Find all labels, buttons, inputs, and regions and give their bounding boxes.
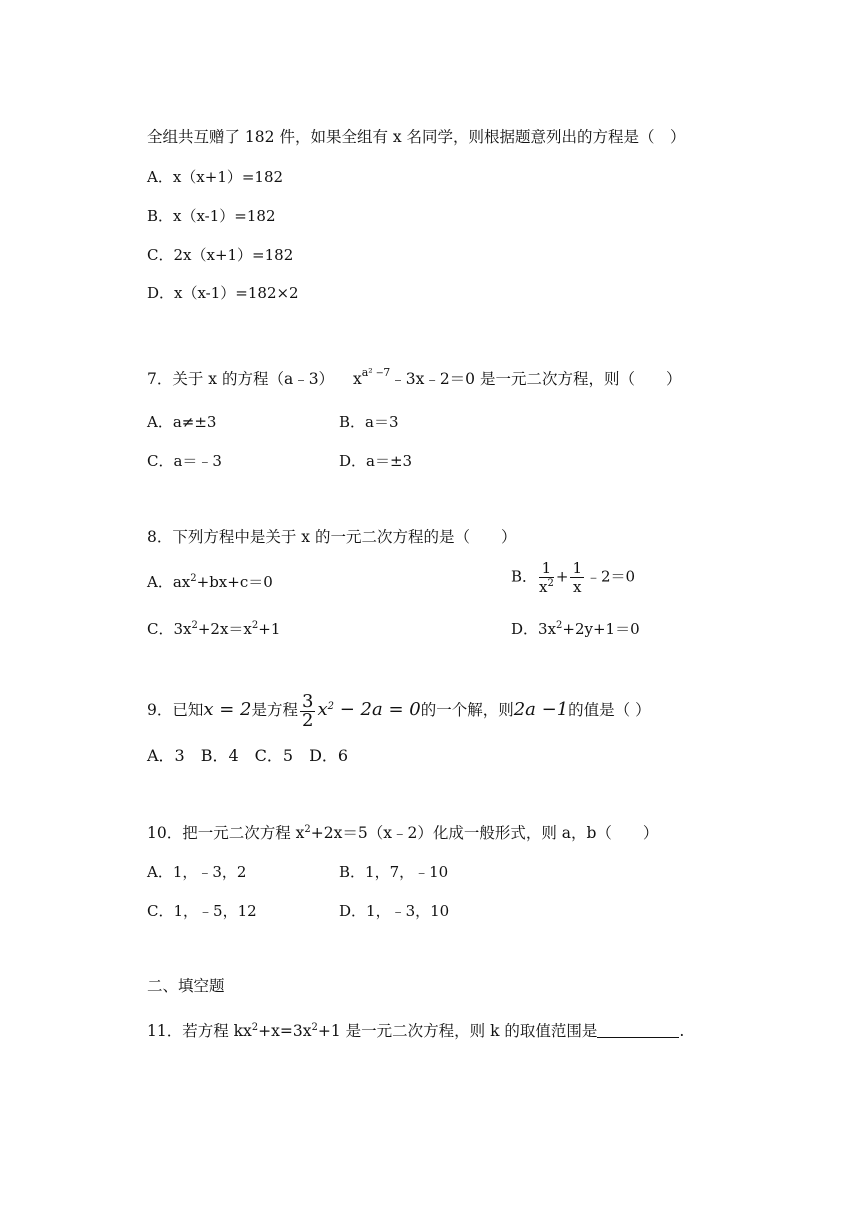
q8-option-c: C．$3x^2+2x=x^2+1$ bbox=[147, 620, 281, 638]
q11-end: . bbox=[679, 1022, 685, 1040]
q6-option-a: A．x（x+1）=182 bbox=[147, 168, 284, 186]
q8-stem: 8．下列方程中是关于 x 的一元二次方程的是（ ） bbox=[147, 528, 517, 546]
q9-fraction bbox=[300, 690, 315, 731]
q9-math-1: x = 2 bbox=[203, 699, 252, 720]
q9-options: A．3 B．4 C．5 D．6 bbox=[147, 746, 349, 765]
q9-text-4: 的值是（ ） bbox=[568, 701, 651, 719]
q9-text-1: 9．已知 bbox=[147, 701, 204, 719]
q7-suffix: ﹣3x﹣2＝0 是一元二次方程，则（ ） bbox=[390, 370, 682, 388]
q7-base: x bbox=[353, 370, 362, 388]
q11-stem: 11．若方程 $kx^2+x=3x^2+1$ 是一元二次方程，则 k 的取值范围是 . bbox=[147, 1022, 685, 1040]
q9-math-2: $x^2 - 2a = 0$ bbox=[317, 699, 421, 720]
q8-option-b-tail: ﹣2＝0 bbox=[586, 567, 636, 586]
q7-option-d: D．a＝±3 bbox=[339, 452, 413, 470]
q8-option-b-fraction-2 bbox=[570, 559, 584, 596]
q7-option-c: C．a＝﹣3 bbox=[147, 452, 222, 470]
q10-option-c: C．1，﹣5，12 bbox=[147, 902, 257, 920]
q7-exponent: a² ‒7 bbox=[361, 366, 391, 379]
q8-option-b: B． $\frac{1}{x^2}$ + $\frac{1}{x}$ ﹣2＝0 bbox=[511, 559, 636, 596]
q8-fraction-1-denominator: $x^2$ bbox=[539, 578, 554, 596]
q7-option-b: B．a＝3 bbox=[339, 413, 399, 431]
q6-option-d: D．x（x-1）=182×2 bbox=[147, 284, 299, 302]
q7-power bbox=[353, 366, 391, 388]
q10-option-d: D．1，﹣3，10 bbox=[339, 902, 450, 920]
q7-option-a: A．a≠±3 bbox=[147, 413, 217, 431]
q8-fraction-2-numerator: 1 bbox=[572, 559, 582, 577]
q6-stem: 全组共互赠了 182 件，如果全组有 x 名同学，则根据题意列出的方程是（ ） bbox=[147, 128, 686, 146]
q9-stem bbox=[147, 690, 651, 730]
q8-option-b-label: B． bbox=[511, 567, 538, 586]
q10-option-a: A．1，﹣3，2 bbox=[147, 863, 247, 881]
section-2-title: 二、填空题 bbox=[147, 977, 225, 995]
q8-option-a: A．$ax^2+bx+c=0$ bbox=[147, 573, 273, 591]
q9-fraction-numerator: 3 bbox=[302, 690, 314, 712]
q6-option-b: B．x（x-1）=182 bbox=[147, 207, 276, 225]
q8-fraction-1-numerator: 1 bbox=[539, 559, 554, 578]
q6-option-c: C．2x（x+1）=182 bbox=[147, 246, 294, 264]
q9-text-3: 的一个解，则 bbox=[420, 701, 514, 719]
q7-stem bbox=[147, 366, 682, 391]
q10-option-b: B．1，7，﹣10 bbox=[339, 863, 449, 881]
q8-option-b-fraction-1 bbox=[539, 559, 554, 596]
q7-prefix: 7．关于 x 的方程（a﹣3） bbox=[147, 370, 335, 388]
q9-fraction-denominator: 2 bbox=[302, 709, 314, 731]
q11-answer-blank[interactable] bbox=[597, 1023, 679, 1038]
q8-fraction-2-denominator: x bbox=[572, 578, 582, 596]
q10-stem: 10．把一元二次方程 $x^2+2x=5(x﹣2)$化成一般形式，则 a，b（ ） bbox=[147, 824, 659, 842]
q8-option-d: D．$3x^2+2y+1=0$ bbox=[511, 620, 640, 638]
q9-math-3: 2a −1 bbox=[513, 699, 569, 720]
q9-text-2: 是方程 bbox=[251, 701, 299, 719]
